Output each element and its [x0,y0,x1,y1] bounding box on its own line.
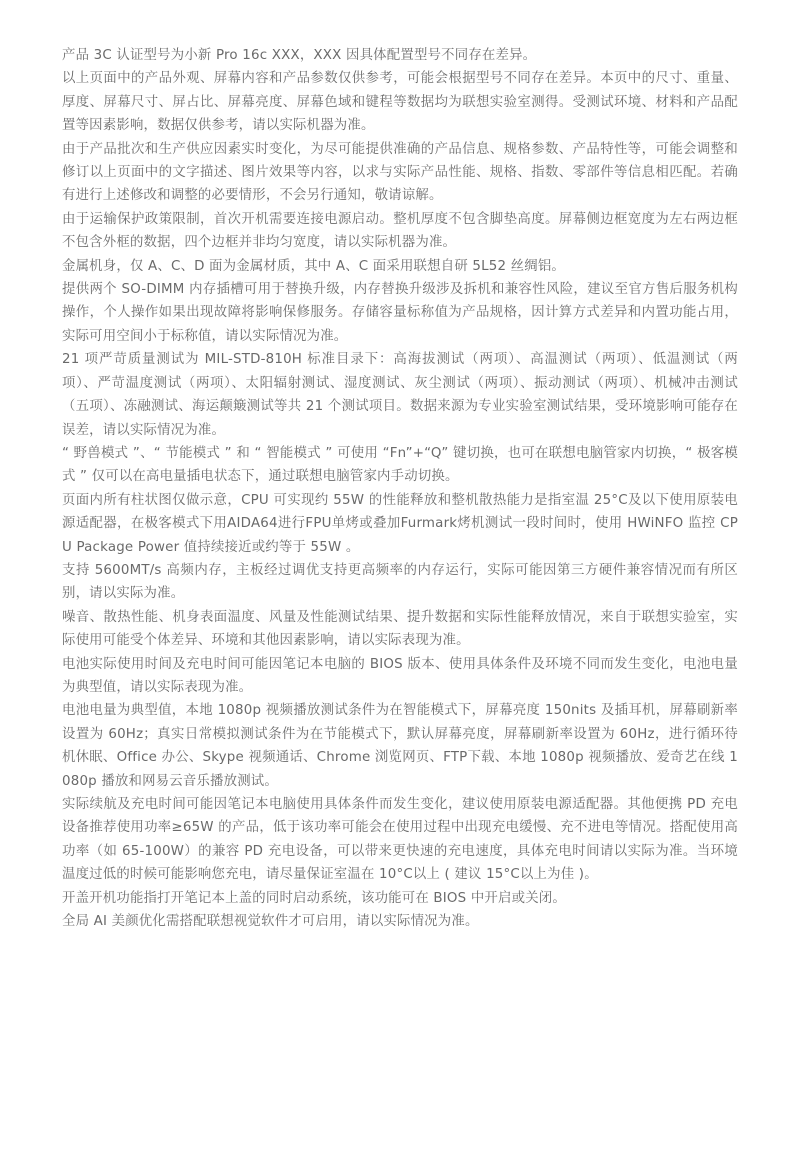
note-content-revision: 由于产品批次和生产供应因素实时变化，为尽可能提供准确的产品信息、规格参数、产品特性等，可能会调整和修订以上页面中的文字描述、图片效果等内容，以求与实际产品性能、规格、指数、零部件等信息相匹配。若确有进行上述修改和调整的必要情形，不会另行通知，敬请谅解。 [62,141,738,204]
note-metal-body: 金属机身，仅 A、C、D 面为金属材质，其中 A、C 面采用联想自研 5L52 丝绸铝。 [62,258,566,274]
note-battery-variation: 电池实际使用时间及充电时间可能因笔记本电脑的 BIOS 版本、使用具体条件及环境不同而发生变化，电池电量为典型值，请以实际表现为准。 [62,656,738,695]
note-charging: 实际续航及充电时间可能因笔记本电脑使用具体条件而发生变化，建议使用原装电源适配器。其他便携 PD 充电设备推荐使用功率≥65W 的产品，低于该功率可能会在使用过程中出现充电缓慢、充不进电等情况。搭配使用高功率（如 65-100W）的兼容 PD 充电设备，可以带来更快速的充电速度，具体充电时间请以实际为准。当环境温度过低的时候可能影响您充电，请尽量保证室温在 10°C以上 ( 建议 15°C以上为佳 )。 [62,797,738,883]
note-ai-beauty: 全局 AI 美颜优化需搭配联想视觉软件才可启用，请以实际情况为准。 [62,914,479,930]
note-first-boot-thickness: 由于运输保护政策限制，首次开机需要连接电源启动。整机厚度不包含脚垫高度。屏幕侧边框宽度为左右两边框不包含外框的数据，四个边框并非均匀宽度，请以实际机器为准。 [62,211,738,251]
note-performance-modes: “ 野兽模式 ”、“ 节能模式 ” 和 “ 智能模式 ” 可使用 “Fn”+“Q” 键切换，也可在联想电脑管家内切换，“ 极客模式 ” 仅可以在高电量插电状态下，通过联想电脑管家内手动切换。 [62,445,738,485]
note-appearance-parameters: 以上页面中的产品外观、屏幕内容和产品参数仅供参考，可能会根据型号不同存在差异。本页中的尺寸、重量、厚度、屏幕尺寸、屏占比、屏幕亮度、屏幕色域和键程等数据均为联想实验室测得。受测试环境、材料和产品配置等因素影响，数据仅供参考，请以实际机器为准。 [62,71,738,134]
note-cpu-power: 页面内所有柱状图仅做示意，CPU 可实现约 55W 的性能释放和整机散热能力是指室温 25°C及以下使用原装电源适配器，在极客模式下用AIDA64进行FPU单烤或叠加Furmark烤机测试一段时间时，使用 HWiNFO 监控 CPU Package Power 值持续接近或约等于 55W 。 [62,492,738,555]
note-memory-frequency: 支持 5600MT/s 高频内存，主板经过调优支持更高频率的内存运行，实际可能因第三方硬件兼容情况而有所区别，请以实际为准。 [62,562,738,602]
note-lid-open-boot: 开盖开机功能指打开笔记本上盖的同时启动系统，该功能可在 BIOS 中开启或关闭。 [62,890,566,906]
note-3c-certification: 产品 3C 认证型号为小新 Pro 16c XXX，XXX 因具体配置型号不同存在差异。 [62,48,537,63]
note-battery-test-conditions: 电池电量为典型值，本地 1080p 视频播放测试条件为在智能模式下，屏幕亮度 150nits 及插耳机，屏幕刷新率设置为 60Hz；真实日常模拟测试条件为在节能模式下，默认屏幕亮度，屏幕刷新率设置为 60Hz，进行循环待机休眠、Office 办公、Skype 视频通话、Chrome 浏览网页、FTP下载、本地 1080p 视频播放、爱奇艺在线 1080p 播放和网易云音乐播放测试。 [62,703,738,789]
note-thermal-noise: 噪音、散热性能、机身表面温度、风量及性能测试结果、提升数据和实际性能释放情况，来自于联想实验室，实际使用可能受个体差异、环境和其他因素影响，请以实际表现为准。 [62,609,738,649]
disclaimer-notes [62,44,738,933]
note-memory-storage: 提供两个 SO-DIMM 内存插槽可用于替换升级，内存替换升级涉及拆机和兼容性风险，建议至官方售后服务机构操作，个人操作如果出现故障将影响保修服务。存储容量标称值为产品规格，因计算方式差异和内置功能占用，实际可用空间小于标称值，请以实际情况为准。 [62,282,738,344]
note-mil-std-tests: 21 项严苛质量测试为 MIL-STD-810H 标准目录下：高海拔测试（两项）、高温测试（两项）、低温测试（两项）、严苛温度测试（两项）、太阳辐射测试、湿度测试、灰尘测试（两项）、振动测试（两项）、机械冲击测试（五项）、冻融测试、海运颠簸测试等共 21 个测试项目。数据来源为专业实验室测试结果，受环境影响可能存在误差，请以实际情况为准。 [62,352,738,438]
